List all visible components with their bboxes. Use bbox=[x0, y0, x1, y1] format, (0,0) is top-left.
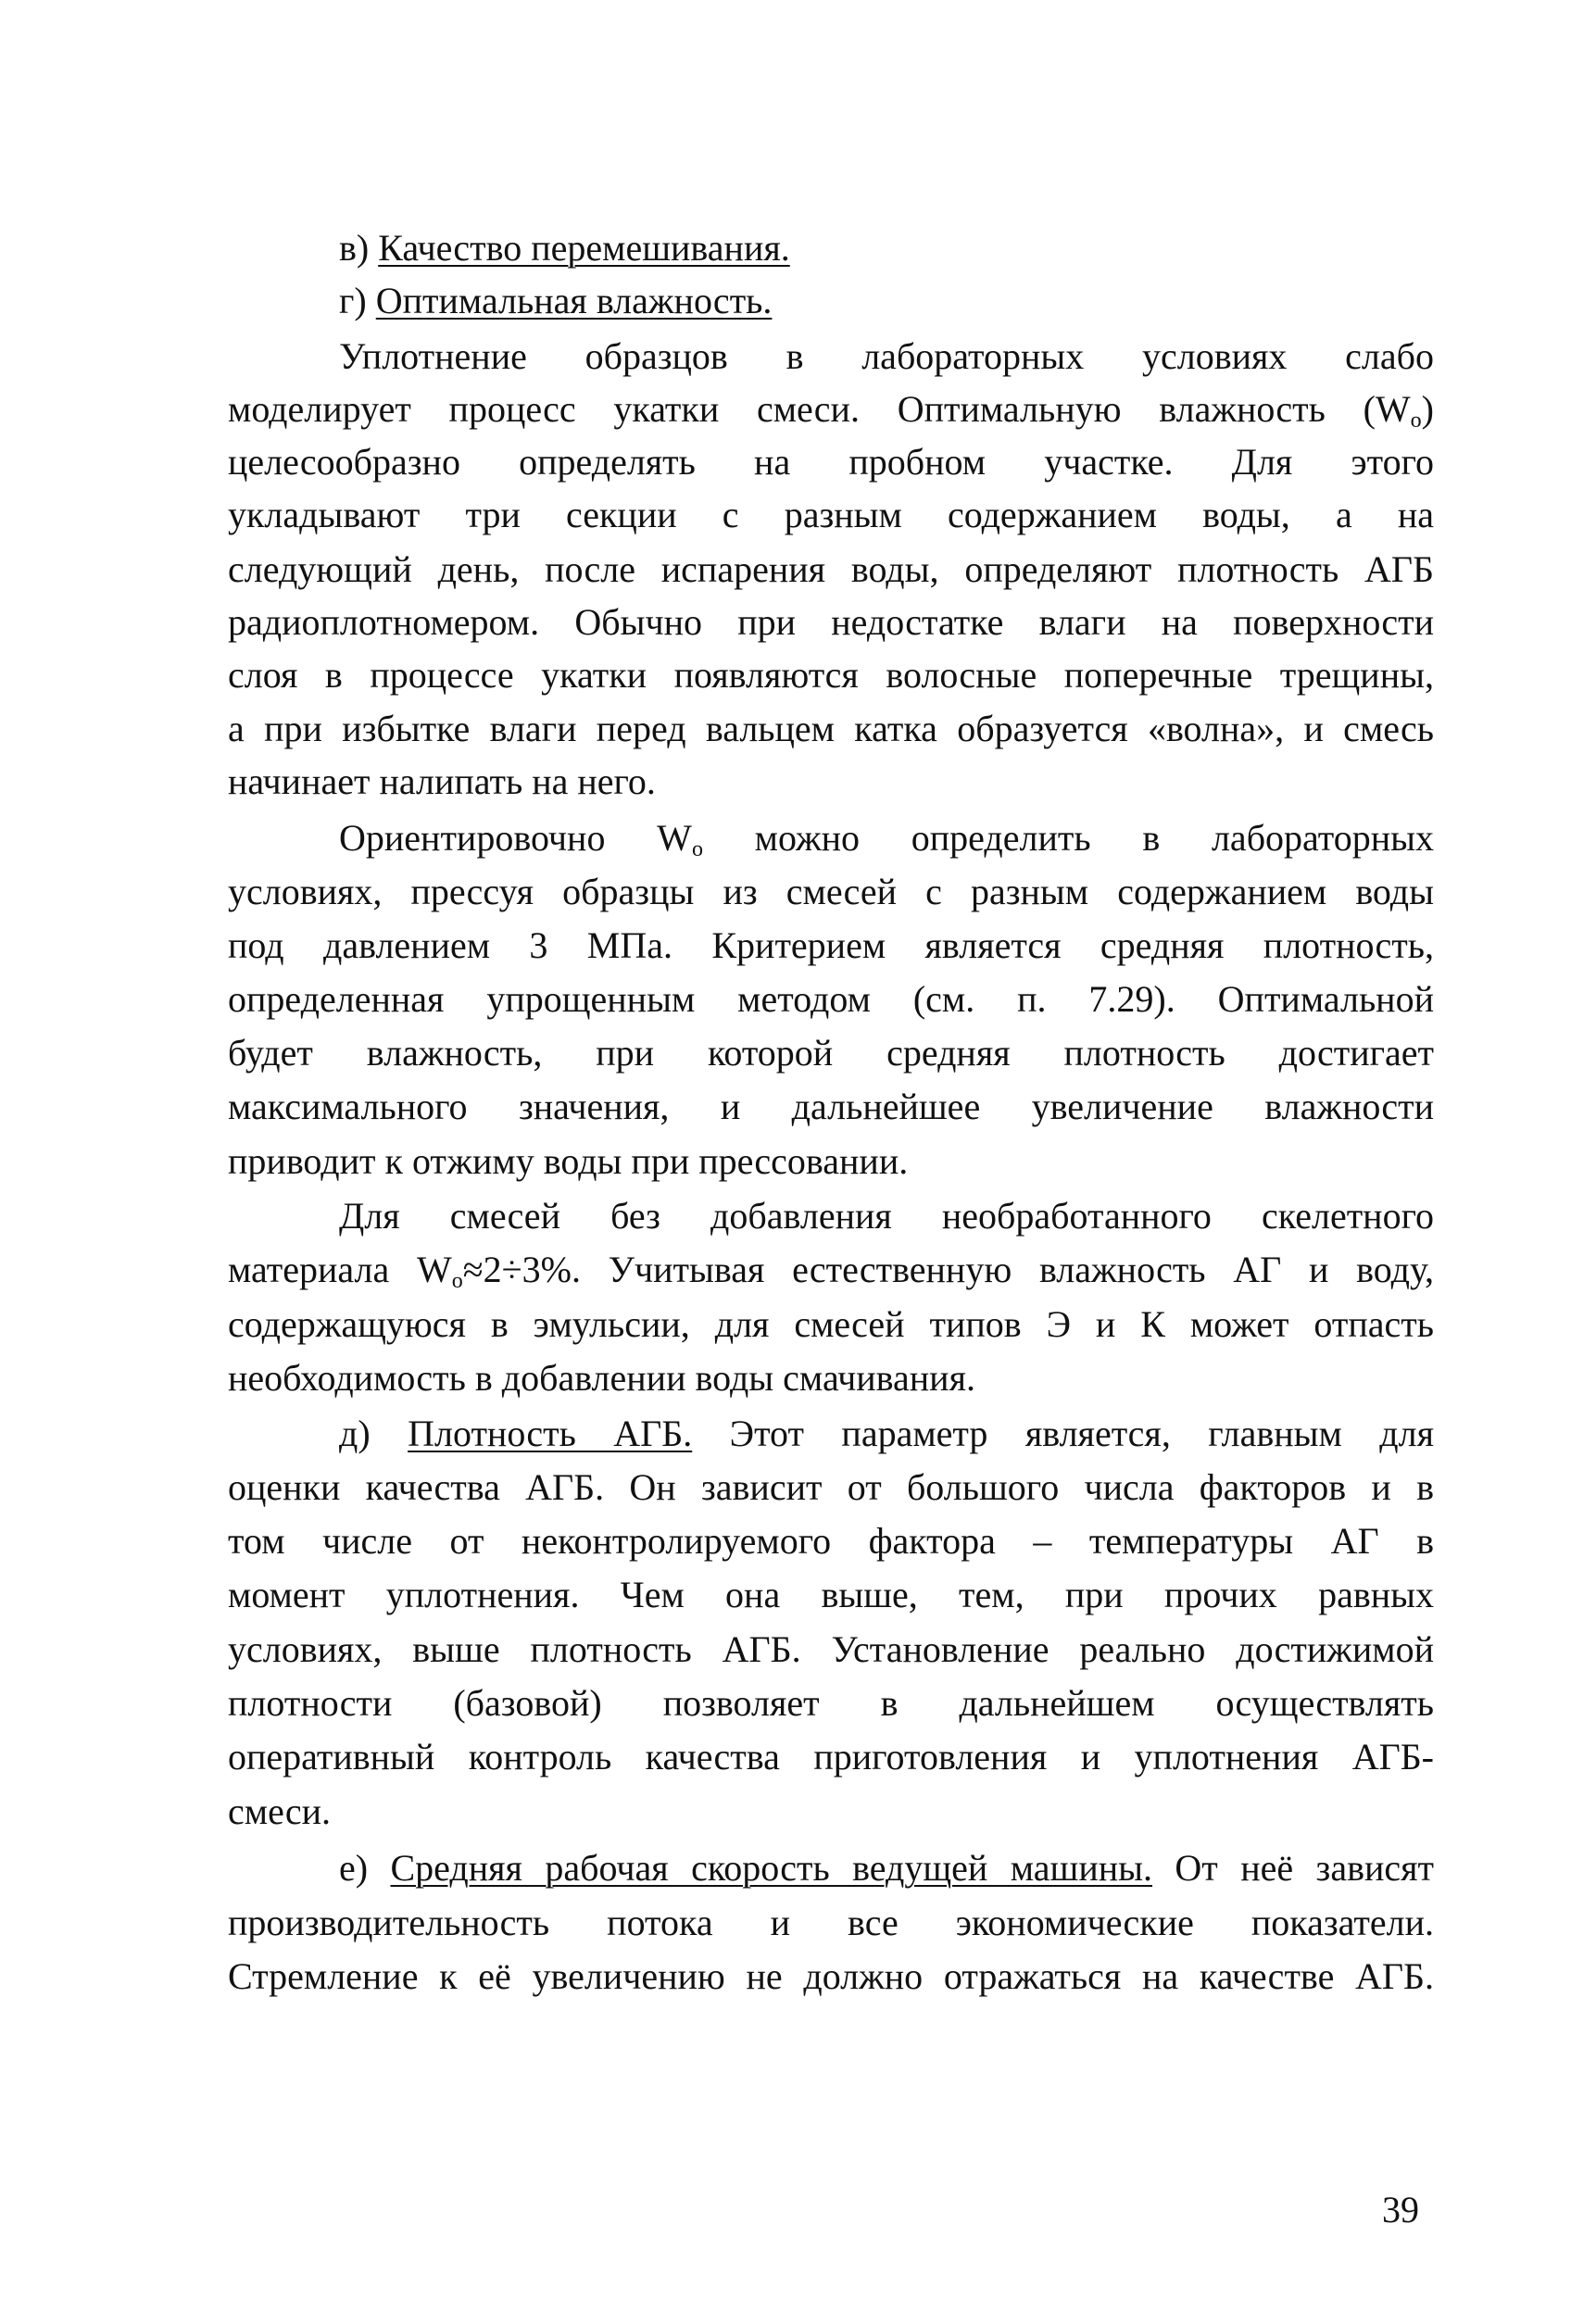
item-title: Оптимальная влажность. bbox=[375, 280, 773, 321]
paragraph-line: материала $W_о\approx 2\div 3\%$. Учитывая естественную влажность АГ и воду, bbox=[228, 1249, 1434, 1293]
item-d-heading: д) Плотность АГБ. Этот параметр является, главным для bbox=[339, 1413, 1434, 1454]
paragraph-line: Для смесей без добавления необработанного скелетного bbox=[339, 1195, 1434, 1237]
item-title: Качество перемешивания. bbox=[378, 227, 790, 269]
item-marker: в) bbox=[339, 227, 370, 269]
paragraph-line: определенная упрощенным методом (см. п. 7.29). Оптимальной bbox=[228, 978, 1434, 1020]
item-v-heading bbox=[339, 224, 1434, 272]
item-marker: д) bbox=[339, 1413, 371, 1454]
item-marker: г) bbox=[339, 280, 367, 321]
paragraph-line: приводит к отжиму воды при прессовании. bbox=[228, 1140, 909, 1182]
paragraph-line: плотности (базовой) позволяет в дальнейшем осуществлять bbox=[228, 1682, 1434, 1724]
paragraph-line: необходимость в добавлении воды смачивания. bbox=[228, 1357, 975, 1399]
item-marker: е) bbox=[339, 1847, 369, 1889]
paragraph-line: начинает налипать на него. bbox=[228, 760, 656, 802]
paragraph-line: укладывают три секции с разным содержанием воды, а на bbox=[228, 494, 1434, 535]
item-e-heading: е) Средняя рабочая скорость ведущей машины. От неё зависят bbox=[339, 1847, 1434, 1889]
paragraph-line: содержащуюся в эмульсии, для смесей типов Э и К может отпасть bbox=[228, 1303, 1434, 1345]
paragraph-line: Ориентировочно $W_о$ можно определить в лабораторных bbox=[339, 817, 1434, 861]
item-title: Плотность АГБ. bbox=[408, 1413, 693, 1454]
page-number: 39 bbox=[1382, 2189, 1419, 2230]
paragraph-line: оперативный контроль качества приготовления и уплотнения АГБ- bbox=[228, 1736, 1434, 1778]
paragraph-line: Стремление к её увеличению не должно отражаться на качестве АГБ. bbox=[228, 1955, 1434, 1997]
paragraph-line: максимального значения, и дальнейшее увеличение влажности bbox=[228, 1086, 1434, 1127]
item-title: Средняя рабочая скорость ведущей машины. bbox=[390, 1847, 1153, 1889]
paragraph-line: а при избытке влаги перед вальцем катка образуется «волна», и смесь bbox=[228, 708, 1434, 749]
paragraph-line: условиях, выше плотность АГБ. Установление реально достижимой bbox=[228, 1628, 1434, 1670]
item-g-heading bbox=[339, 277, 1434, 325]
paragraph-line: смеси. bbox=[228, 1790, 331, 1832]
paragraph-line: будет влажность, при которой средняя плотность достигает bbox=[228, 1032, 1434, 1074]
paragraph-line: радиоплотномером. Обычно при недостатке влаги на поверхности bbox=[228, 601, 1434, 643]
paragraph-line: оценки качества АГБ. Он зависит от большого числа факторов и в bbox=[228, 1466, 1434, 1508]
paragraph-line: под давлением 3 МПа. Критерием является средняя плотность, bbox=[228, 924, 1434, 966]
paragraph-line: следующий день, после испарения воды, определяют плотность АГБ bbox=[228, 548, 1434, 590]
paragraph-line: Уплотнение образцов в лабораторных условиях слабо bbox=[339, 335, 1434, 377]
paragraph-line: целесообразно определять на пробном участке. Для этого bbox=[228, 441, 1434, 483]
paragraph-line: момент уплотнения. Чем она выше, тем, при прочих равных bbox=[228, 1574, 1434, 1615]
paragraph-line: условиях, прессуя образцы из смесей с разным содержанием воды bbox=[228, 871, 1434, 912]
paragraph-line: производительность потока и все экономические показатели. bbox=[228, 1902, 1434, 1943]
paragraph-line: моделирует процесс укатки смеси. Оптимальную влажность $(W_о)$ bbox=[228, 388, 1434, 433]
paragraph-line: слоя в процессе укатки появляются волосные поперечные трещины, bbox=[228, 654, 1434, 696]
paragraph-line: том числе от неконтролируемого фактора – температуры АГ в bbox=[228, 1520, 1434, 1562]
